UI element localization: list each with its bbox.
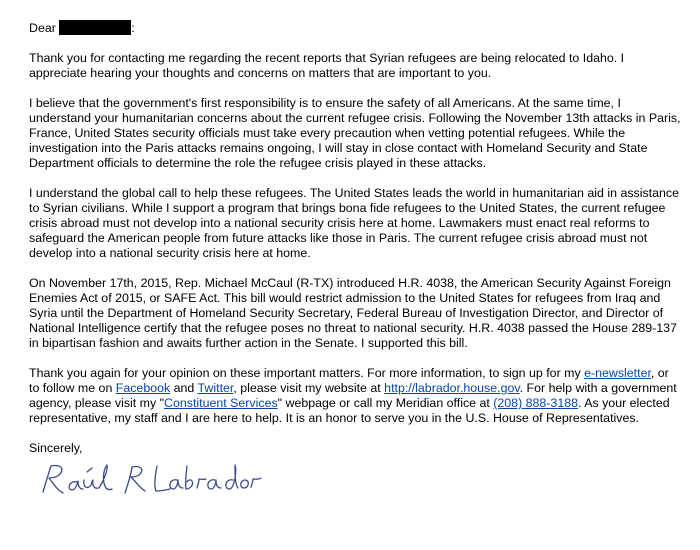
contact-text-5: . For help with a government agency, please visit my ": [29, 381, 677, 410]
closing: Sincerely,: [29, 441, 83, 455]
salutation-punct: :: [131, 21, 135, 35]
paragraph-safe-act: On November 17th, 2015, Rep. Michael McCaul (R-TX) introduced H.R. 4038, the American Security Against Foreign Enemies Act of 2015, or SAFE Act. This bill would restrict admission to the United States for refugees from Iraq and Syria until the Department of Homeland Security Secretary, Federal Bureau of Investigation Director, and Director of National Intelligence certify that the refugee poses no threat to national security. H.R. 4038 passed the House 289-137 in bipartisan fashion and awaits further action in the Senate. I supported this bill.: [29, 276, 677, 350]
contact-text-4: , please visit my website at: [233, 381, 385, 395]
constituent-services-link[interactable]: Constituent Services: [164, 396, 278, 410]
salutation-word: Dear: [29, 21, 56, 35]
paragraph-safety: I believe that the government's first responsibility is to ensure the safety of all Americans. At the same time, I understand your humanitarian concerns about the current refugee crisis. Following the November 13th attacks in Paris, France, United States security officials must take every precaution when vetting potential refugees. While the investigation into the Paris attacks remains ongoing, I will stay in close contact with Homeland Security and State Department officials to determine the role the refugee crisis played in these attacks.: [29, 96, 681, 170]
enewsletter-link[interactable]: e-newsletter: [584, 366, 651, 380]
redacted-recipient-name: [59, 20, 131, 35]
website-link[interactable]: http://labrador.house.gov: [384, 381, 520, 395]
salutation: [29, 20, 682, 36]
paragraph-intro: Thank you for contacting me regarding the recent reports that Syrian refugees are being relocated to Idaho. I appreciate hearing your thoughts and concerns on matters that are important to you.: [29, 51, 625, 80]
paragraph-contact: [29, 366, 682, 426]
contact-text-1: Thank you again for your opinion on these important matters. For more information, to sign up for my: [29, 366, 585, 380]
contact-text-7: . As your elected representative, my staff and I are here to help. It is an honor to serve you in the U.S. House of Representatives.: [29, 396, 670, 425]
contact-text-6: " webpage or call my Meridian office at: [277, 396, 494, 410]
paragraph-global-call: I understand the global call to help these refugees. The United States leads the world in humanitarian aid in assistance to Syrian civilians. While I support a program that brings bona fide refugees to the United States, the current refugee crisis abroad must not develop into a national security crisis here at home. Lawmakers must enact real reforms to safeguard the American people from future attacks like those in Paris. The current refugee crisis abroad must not develop into a national security crisis here at home.: [29, 186, 679, 260]
phone-link[interactable]: (208) 888-3188: [493, 396, 578, 410]
facebook-link[interactable]: Facebook: [115, 381, 171, 395]
twitter-link[interactable]: Twitter: [197, 381, 234, 395]
contact-text-3: and: [170, 381, 198, 395]
signature-image: [37, 460, 267, 504]
contact-text-2: , or to follow me on: [29, 366, 669, 395]
